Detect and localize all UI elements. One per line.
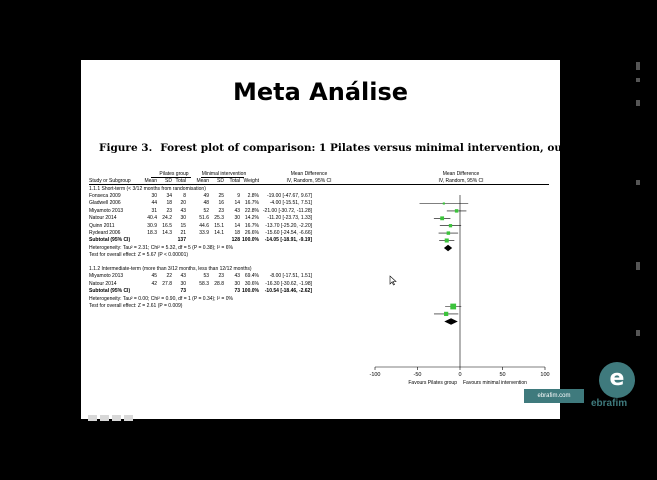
table-row-s1: 22 <box>166 273 172 280</box>
subtotal-label: Subtotal (95% CI) <box>89 288 131 295</box>
subtotal-diamond <box>444 318 457 324</box>
table-row-w: 16.7% <box>244 200 259 207</box>
header-pilates-group: Pilates group <box>159 171 189 177</box>
study-effect-square <box>455 209 458 212</box>
table-row-n1: 43 <box>180 273 186 280</box>
table-row-ci: -19.00 [-47.67, 9.67] <box>266 193 312 199</box>
x-tick-label: 100 <box>540 372 550 378</box>
table-row-n1: 20 <box>180 200 186 207</box>
table-row-study: Rydeard 2006 <box>89 230 121 236</box>
table-row-n2: 30 <box>234 280 240 287</box>
study-effect-square <box>444 312 448 316</box>
table-row-s2: 28.8 <box>214 280 224 287</box>
study-effect-square <box>443 202 445 204</box>
table-row-w: 16.7% <box>244 222 259 229</box>
table-row-n2: 9 <box>237 193 240 199</box>
table-row-m2: 53 <box>203 273 209 280</box>
subtotal-total1: 137 <box>177 237 186 244</box>
subtotal-label: Subtotal (95% CI) <box>89 237 131 244</box>
overall-effect-text: Test for overall effect: Z = 5.67 (P < 0.00001) <box>89 252 189 259</box>
table-row-study: Natour 2014 <box>89 280 117 287</box>
column-header-method: IV, Random, 95% CI <box>286 178 332 184</box>
table-row-m2: 44.6 <box>199 222 209 229</box>
window-edge-scroll-indicators <box>628 0 640 480</box>
table-row-s1: 34 <box>166 193 172 199</box>
mouse-cursor-icon <box>390 276 396 285</box>
table-row-m1: 30 <box>151 193 157 199</box>
header-minimal-intervention: Minimal intervention <box>201 171 247 177</box>
table-row-m1: 40.4 <box>147 215 157 222</box>
table-row-n1: 15 <box>180 222 186 229</box>
table-row-w: 69.4% <box>244 273 259 280</box>
subgroup-title: 1.1.1 Short-term (< 3/12 months from randomisation) <box>89 186 206 192</box>
table-row-n1: 21 <box>180 230 186 236</box>
table-row-study: Gladwell 2006 <box>89 200 121 207</box>
column-header-total1: Total <box>175 178 186 184</box>
heterogeneity-text: Heterogeneity: Tau² = 0.00; Chi² = 0.90, df = 1 (P = 0.34); I² = 0% <box>89 295 233 302</box>
header-mean-difference-plot: Mean Difference <box>442 171 480 177</box>
table-row-ci: -13.70 [-25.20, -2.20] <box>265 222 312 229</box>
subgroup-title: 1.1.2 Intermediate-term (more than 3/12 months, less than 12/12 months) <box>89 266 252 273</box>
header-mean-difference: Mean Difference <box>290 171 328 177</box>
subtotal-total1: 73 <box>180 288 186 295</box>
pen-tool-icon[interactable] <box>100 415 109 421</box>
study-effect-square <box>447 231 450 234</box>
figure-number: Figure 3. <box>99 142 153 154</box>
table-row-s1: 16.5 <box>162 222 172 229</box>
table-row-n2: 43 <box>234 273 240 280</box>
slide-menu-icon[interactable] <box>112 415 121 421</box>
table-row-m2: 52 <box>203 207 209 214</box>
table-row-s2: 14.1 <box>214 230 224 236</box>
table-row-s2: 15.1 <box>214 222 224 229</box>
figure-caption-text: Forest plot of comparison: 1 Pilates versus minimal intervention, outcome: 1.1 Pain. <box>160 142 657 154</box>
favours-right-label: Favours minimal intervention <box>463 380 527 386</box>
heterogeneity-text: Heterogeneity: Tau² = 2.31; Chi² = 5.32, df = 5 (P = 0.38); I² = 6% <box>89 244 233 251</box>
slide-navigation-controls[interactable] <box>88 408 136 426</box>
table-row-s2: 25.3 <box>214 215 224 222</box>
table-row-ci: -4.00 [-15.51, 7.51] <box>269 200 312 207</box>
table-row-s2: 23 <box>218 273 224 280</box>
table-row-n2: 43 <box>234 207 240 214</box>
column-header-sd2: SD <box>217 178 224 184</box>
column-header-total2: Total <box>229 178 240 184</box>
subtotal-ci: -14.05 [-18.91, -9.19] <box>264 237 312 244</box>
column-header-weight: Weight <box>243 178 259 184</box>
table-row-w: 26.6% <box>244 230 259 236</box>
study-effect-square <box>449 224 452 227</box>
table-row-m2: 33.9 <box>199 230 209 236</box>
table-row-n2: 14 <box>234 222 240 229</box>
table-row-ci: -15.60 [-24.54, -6.66] <box>265 230 312 236</box>
table-row-study: Miyamoto 2013 <box>89 273 124 280</box>
table-row-w: 14.2% <box>244 215 259 222</box>
subtotal-diamond <box>444 245 452 251</box>
table-row-n1: 43 <box>180 207 186 214</box>
table-row-m1: 44 <box>151 200 157 207</box>
x-tick-label: 50 <box>499 372 506 378</box>
table-row-s2: 16 <box>218 200 224 207</box>
table-row-ci: -8.00 [-17.51, 1.51] <box>269 273 312 280</box>
table-row-n1: 8 <box>183 193 186 199</box>
table-row-w: 30.6% <box>244 280 259 287</box>
table-row-m1: 18.3 <box>147 230 157 236</box>
table-row-w: 22.8% <box>244 207 259 214</box>
table-row-m1: 45 <box>151 273 157 280</box>
table-row-s1: 14.3 <box>162 230 172 236</box>
column-header-mean2: Mean <box>196 178 209 184</box>
figure-caption <box>99 142 657 154</box>
x-tick-label: -50 <box>413 372 422 378</box>
table-row-m2: 51.6 <box>199 215 209 222</box>
table-row-n1: 30 <box>180 215 186 222</box>
table-row-n2: 30 <box>234 215 240 222</box>
study-effect-square <box>440 216 444 220</box>
table-row-n1: 30 <box>180 280 186 287</box>
table-row-m2: 48 <box>203 200 209 207</box>
favours-left-label: Favours Pilates group <box>408 380 457 386</box>
subtotal-weight: 100.0% <box>242 237 259 244</box>
subtotal-weight: 100.0% <box>242 288 259 295</box>
table-row-n2: 14 <box>234 200 240 207</box>
table-row-ci: -11.20 [-23.73, 1.33] <box>267 215 312 222</box>
column-header-sd1: SD <box>165 178 172 184</box>
table-row-ci: -21.00 [-30.72, -11.28] <box>262 207 312 214</box>
next-slide-icon[interactable] <box>124 415 133 421</box>
overall-effect-text: Test for overall effect: Z = 2.61 (P = 0.009) <box>89 303 183 310</box>
table-row-m2: 58.3 <box>199 280 209 287</box>
column-header-study: Study or Subgroup <box>89 178 131 184</box>
table-row-m1: 42 <box>151 280 157 287</box>
ebrafim-logo-icon: e <box>599 362 635 398</box>
table-row-study: Miyamoto 2013 <box>89 207 124 214</box>
subtotal-total2: 128 <box>231 237 240 244</box>
column-header-method-plot: IV, Random, 95% CI <box>438 178 484 184</box>
table-row-s1: 24.2 <box>162 215 172 222</box>
table-row-study: Quinn 2011 <box>89 222 115 229</box>
table-row-s1: 27.8 <box>162 280 172 287</box>
table-row-ci: -16.30 [-30.62, -1.98] <box>265 280 312 287</box>
slide-title: Meta Análise <box>232 78 409 106</box>
table-row-m2: 49 <box>203 193 209 199</box>
watermark-site-label: ebrafim.com <box>524 389 584 403</box>
table-row-s2: 25 <box>218 193 224 199</box>
x-tick-label: -100 <box>369 372 381 378</box>
study-effect-square <box>445 238 449 242</box>
column-header-mean1: Mean <box>144 178 157 184</box>
subtotal-total2: 73 <box>234 288 240 295</box>
table-row-w: 2.8% <box>247 193 259 199</box>
table-row-n2: 18 <box>234 230 240 236</box>
table-row-study: Natour 2014 <box>89 215 117 222</box>
table-row-s1: 23 <box>166 207 172 214</box>
table-row-s2: 23 <box>218 207 224 214</box>
table-row-m1: 31 <box>151 207 157 214</box>
table-row-s1: 18 <box>166 200 172 207</box>
table-row-m1: 30.9 <box>147 222 157 229</box>
x-tick-label: 0 <box>458 372 462 378</box>
prev-slide-icon[interactable] <box>88 415 97 421</box>
watermark-logo-text: ebrafim <box>591 398 628 409</box>
study-effect-square <box>450 304 456 310</box>
table-row-study: Fonseca 2009 <box>89 193 121 199</box>
forest-plot-graphic <box>361 175 561 405</box>
subtotal-ci: -10.54 [-18.46, -2.62] <box>264 288 312 295</box>
